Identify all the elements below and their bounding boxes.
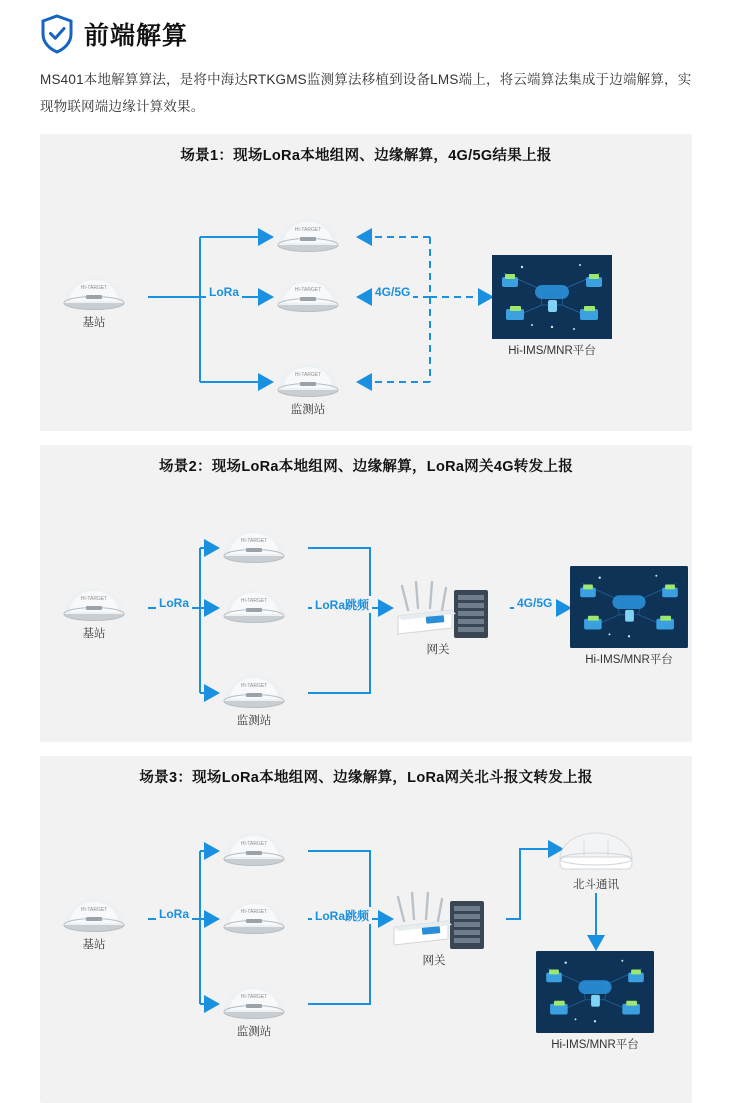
scene-1-cellular-label: 4G/5G [372,285,413,299]
page-header [0,0,732,54]
scene-3-monitor-label: 监测站 [236,1026,272,1038]
svg-text:HI-TARGET: HI-TARGET [80,285,108,291]
monitor-station-icon [222,580,286,624]
svg-text:HI-TARGET: HI-TARGET [80,907,108,913]
gateway-icon [388,887,480,949]
scene-3-title: 场景3：现场LoRa本地组网、边缘解算，LoRa网关北斗报文转发上报 [139,770,593,786]
scene-1-base-station-label: 基站 [82,317,106,329]
scene-3-monitor-middle [222,891,286,935]
scene-2-gateway [392,576,484,657]
svg-text:HI-TARGET: HI-TARGET [294,227,322,233]
scene-1-monitor-label: 监测站 [290,404,326,416]
scene-1-monitor-middle [276,269,340,313]
intro-paragraph: MS401本地解算算法，是将中海达RTKGMS监测算法移植到设备LMS端上，将云端算法集成于边端解算，实现物联网端边缘计算效果。 [40,72,692,114]
scene-3-monitor-top [222,823,286,867]
scene-2-diagram [40,478,692,728]
scene-2-platform [570,566,688,667]
scene-3-platform [536,951,654,1052]
base-station-icon [62,889,126,933]
svg-text:HI-TARGET: HI-TARGET [240,909,268,915]
scene-3-monitor-bottom [222,976,286,1039]
svg-text:HI-TARGET: HI-TARGET [80,596,108,602]
monitor-station-icon [276,354,340,398]
svg-text:HI-TARGET: HI-TARGET [240,841,268,847]
scene-1-lora-label: LoRa [206,285,242,299]
scene-1-monitor-top [276,209,340,253]
platform-illustration [570,566,688,648]
scene-1-diagram [40,167,692,417]
svg-text:HI-TARGET: HI-TARGET [240,598,268,604]
monitor-station-icon [222,665,286,709]
monitor-station-icon [276,209,340,253]
platform-illustration [536,951,654,1033]
scene-2-base-station [62,578,126,641]
scene-2-title: 场景2：现场LoRa本地组网、边缘解算，LoRa网关4G转发上报 [158,459,573,475]
scene-2-lora-hop-label: LoRa跳频 [312,596,372,613]
scene-3-diagram [40,789,692,1089]
scene-1-title: 场景1：现场LoRa本地组网、边缘解算，4G/5G结果上报 [180,148,552,164]
monitor-station-icon [276,269,340,313]
scene-2-platform-label: Hi-IMS/MNR平台 [585,654,673,666]
svg-text:HI-TARGET: HI-TARGET [240,683,268,689]
base-station-icon [62,578,126,622]
monitor-station-icon [222,823,286,867]
scene-3-gateway [388,887,480,968]
scene-3-lora-label: LoRa [156,907,192,921]
monitor-station-icon [222,891,286,935]
scene-1-platform [492,255,612,358]
monitor-station-icon [222,976,286,1020]
shield-icon [40,14,74,54]
svg-text:HI-TARGET: HI-TARGET [240,538,268,544]
scene-2-panel [40,445,692,742]
platform-illustration [492,255,612,339]
scene-2-base-station-label: 基站 [82,628,106,640]
scene-3-gateway-label: 网关 [422,955,446,967]
svg-text:HI-TARGET: HI-TARGET [294,372,322,378]
scene-2-cellular-label: 4G/5G [514,596,555,610]
scene-2-monitor-label: 监测站 [236,715,272,727]
scene-3-platform-label: Hi-IMS/MNR平台 [551,1039,639,1051]
scene-3-beidou [554,823,638,892]
svg-text:HI-TARGET: HI-TARGET [240,994,268,1000]
base-station-icon [62,267,126,311]
scene-2-lora-label: LoRa [156,596,192,610]
scene-2-monitor-middle [222,580,286,624]
scene-1-monitor-bottom [276,354,340,417]
scene-3-lora-hop-label: LoRa跳频 [312,907,372,924]
beidou-terminal-icon [554,823,638,873]
scene-1-base-station [62,267,126,330]
scene-3-base-station [62,889,126,952]
scene-1-panel [40,134,692,431]
gateway-icon [392,576,484,638]
scene-2-monitor-bottom [222,665,286,728]
page-title: 前端解算 [84,22,189,50]
svg-text:HI-TARGET: HI-TARGET [294,287,322,293]
scene-3-beidou-label: 北斗通讯 [573,879,619,891]
scene-2-gateway-label: 网关 [426,644,450,656]
scene-3-base-station-label: 基站 [82,939,106,951]
monitor-station-icon [222,520,286,564]
scene-2-monitor-top [222,520,286,564]
scene-1-platform-label: Hi-IMS/MNR平台 [508,345,596,357]
scene-3-panel [40,756,692,1103]
